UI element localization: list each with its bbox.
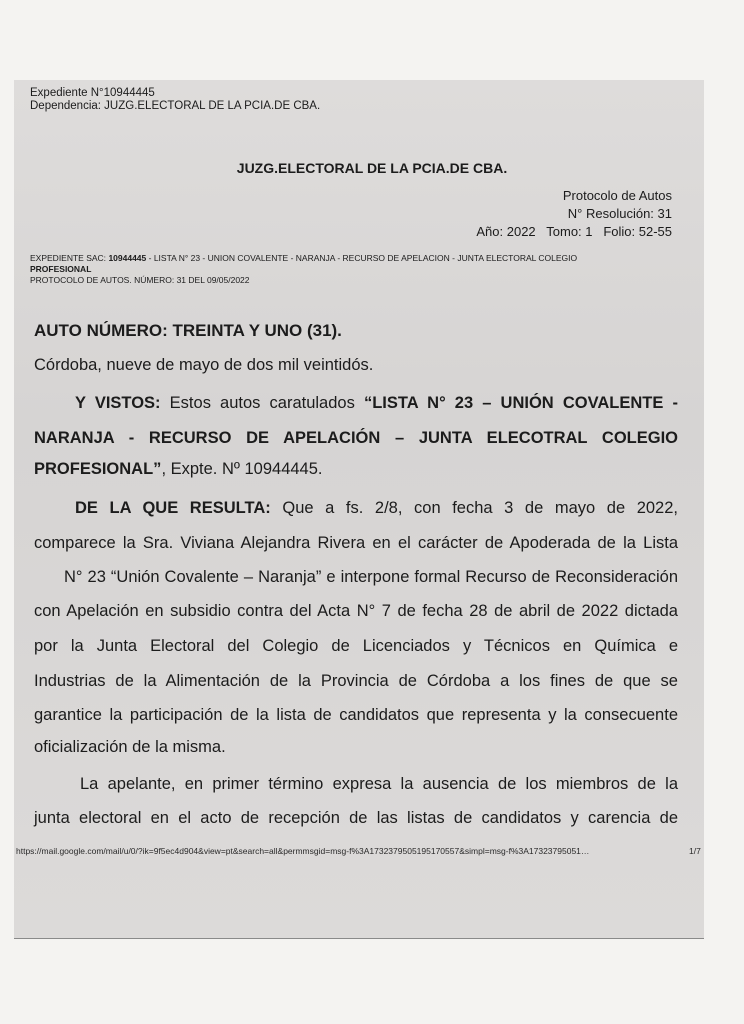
- resulta-line-7: garantice la participación de la lista de candidatos que representa y la consecuente: [34, 706, 678, 724]
- resulta-line-6: Industrias de la Alimentación de la Provincia de Córdoba a los fines de que se: [34, 672, 678, 690]
- apelante-line-2: junta electoral en el acto de recepción de las listas de candidatos y carencia de: [34, 809, 678, 827]
- resulta-line-1: [75, 497, 678, 519]
- vistos-line-3: [34, 460, 323, 479]
- sac-caption-line-2: PROFESIONAL: [30, 264, 92, 274]
- resulta-line-4: con Apelación en subsidio contra del Acta N° 7 de fecha 28 de abril de 2022 dictada: [34, 602, 678, 620]
- sac-label: EXPEDIENTE SAC:: [30, 253, 107, 263]
- footer-page-number: 1/7: [689, 846, 701, 856]
- resulta-line-2: comparece la Sra. Viviana Alejandra Rivera en el carácter de Apoderada de la Lista: [34, 534, 678, 552]
- vistos-line-1: [75, 392, 678, 414]
- sac-caption-line-1: [30, 253, 577, 264]
- vistos-caption-3: PROFESIONAL”: [34, 460, 162, 478]
- expediente-number: Expediente N°10944445: [30, 87, 155, 99]
- document-date: Córdoba, nueve de mayo de dos mil veintidós.: [34, 356, 374, 374]
- sac-caption-text: - LISTA N° 23 - UNION COVALENTE - NARANJA - RECURSO DE APELACION - JUNTA ELECTORAL COLEGIO: [148, 253, 578, 263]
- vistos-label: Y VISTOS:: [75, 394, 161, 412]
- auto-title: AUTO NÚMERO: TREINTA Y UNO (31).: [34, 321, 342, 340]
- footer-url: https://mail.google.com/mail/u/0/?ik=9f5ec4d904&view=pt&search=all&permmsgid=msg-f%3A1732379505195170557&simpl=msg-f%3A17323795051…: [16, 846, 590, 856]
- sac-number: 10944445: [108, 253, 147, 263]
- resulta-line-5: por la Junta Electoral del Colegio de Licenciados y Técnicos en Química e: [34, 637, 678, 655]
- vistos-caption-1: “LISTA N° 23 – UNIÓN COVALENTE -: [363, 394, 678, 412]
- court-title: JUZG.ELECTORAL DE LA PCIA.DE CBA.: [236, 160, 508, 176]
- sac-caption: [30, 253, 577, 286]
- resulta-line-3: N° 23 “Unión Covalente – Naranja” e interpone formal Recurso de Reconsideración: [64, 568, 678, 586]
- vistos-expte: , Expte. Nº 10944445.: [161, 460, 323, 478]
- resolucion-line: N° Resolución: 31: [567, 206, 672, 221]
- protocolo-line: Protocolo de Autos: [562, 188, 672, 203]
- tomo-folio-line: Año: 2022 Tomo: 1 Folio: 52-55: [476, 224, 672, 239]
- resulta-text-1: Que a fs. 2/8, con fecha 3 de mayo de 2022,: [282, 499, 678, 517]
- protocolo-block: [476, 187, 672, 241]
- resulta-line-8: oficialización de la misma.: [34, 738, 226, 756]
- dependencia: Dependencia: JUZG.ELECTORAL DE LA PCIA.DE CBA.: [30, 100, 321, 112]
- apelante-line-1: La apelante, en primer término expresa la ausencia de los miembros de la: [80, 775, 678, 793]
- vistos-intro: Estos autos caratulados: [169, 394, 355, 412]
- resulta-label: DE LA QUE RESULTA:: [75, 499, 271, 517]
- vistos-caption-2: NARANJA - RECURSO DE APELACIÓN – JUNTA ELECOTRAL COLEGIO: [34, 429, 678, 447]
- sac-protocolo-line: PROTOCOLO DE AUTOS. NÚMERO: 31 DEL 09/05/2022: [30, 275, 250, 285]
